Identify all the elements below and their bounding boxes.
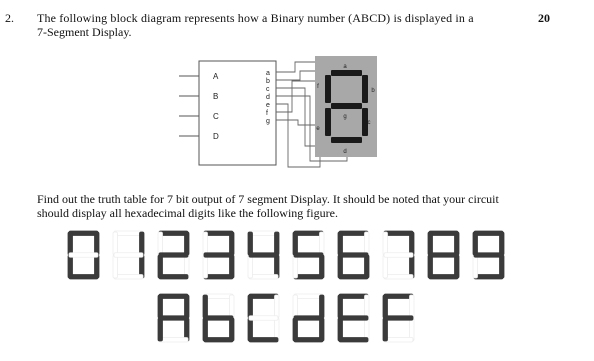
digit-6 — [338, 231, 369, 279]
display-segment-a — [331, 70, 362, 76]
digit-d-seg-g — [294, 316, 323, 321]
digit-9-seg-d — [474, 275, 503, 280]
display-label-b: b — [371, 88, 375, 94]
digit-4-seg-a — [249, 231, 278, 236]
digit-b-seg-e — [203, 318, 208, 341]
digit-8-seg-g — [429, 253, 458, 258]
output-label-d: d — [266, 94, 270, 101]
digit-6-seg-b — [365, 232, 370, 255]
decoder-block — [199, 61, 276, 165]
digit-4 — [248, 231, 279, 279]
digit-2 — [158, 231, 189, 279]
digit-0-seg-a — [69, 231, 98, 236]
digit-7-seg-f — [383, 232, 388, 255]
digit-E-seg-d — [339, 338, 368, 343]
digit-5-seg-a — [294, 231, 323, 236]
digit-A-seg-a — [159, 294, 188, 299]
question-marks: 20 — [538, 11, 550, 25]
output-label-c: c — [266, 86, 270, 93]
question-text-line1: The following block diagram represents how a Binary number (ABCD) is displayed in a — [37, 11, 474, 25]
digit-d — [293, 294, 324, 342]
display-label-f: f — [317, 84, 319, 90]
digit-3-seg-b — [230, 232, 235, 255]
digit-E-seg-g — [339, 316, 368, 321]
digit-9-seg-f — [473, 232, 478, 255]
digit-3-seg-g — [204, 253, 233, 258]
digit-E-seg-e — [338, 318, 343, 341]
display-segment-g — [331, 103, 362, 109]
digit-b-seg-a — [204, 294, 233, 299]
digit-E-seg-f — [338, 295, 343, 318]
display-label-d: d — [343, 149, 347, 155]
digit-5-seg-d — [294, 275, 323, 280]
digit-5 — [293, 231, 324, 279]
instruction-line2: should display all hexadecimal digits like the following figure. — [37, 206, 338, 220]
digit-A-seg-g — [159, 316, 188, 321]
digit-0-seg-f — [68, 232, 73, 255]
digit-9-seg-g — [474, 253, 503, 258]
digit-6-seg-a — [339, 231, 368, 236]
display-label-e: e — [316, 126, 320, 132]
digit-d-seg-a — [294, 294, 323, 299]
digit-C — [248, 294, 279, 342]
digit-b-seg-d — [204, 338, 233, 343]
digit-F-seg-e — [383, 318, 388, 341]
digit-b — [203, 294, 234, 342]
input-label-A: A — [213, 72, 219, 81]
digit-2-seg-e — [158, 255, 163, 278]
digit-7-seg-g — [384, 253, 413, 258]
digit-1-seg-b — [140, 232, 145, 255]
digit-8-seg-a — [429, 231, 458, 236]
digit-0 — [68, 231, 99, 279]
digit-7 — [383, 231, 414, 279]
digit-C-seg-a — [249, 294, 278, 299]
display-segment-f — [325, 75, 331, 103]
digit-d-seg-f — [293, 295, 298, 318]
digit-F-seg-b — [410, 295, 415, 318]
digit-b-seg-f — [203, 295, 208, 318]
digit-9-seg-e — [473, 255, 478, 278]
question-text-line2: 7-Segment Display. — [37, 25, 132, 39]
digit-E-seg-b — [365, 295, 370, 318]
digit-d-seg-d — [294, 338, 323, 343]
digit-0-seg-b — [95, 232, 100, 255]
wire-e — [276, 104, 320, 167]
digit-0-seg-d — [69, 275, 98, 280]
digit-6-seg-d — [339, 275, 368, 280]
display-label-c: c — [367, 120, 371, 126]
digit-d-seg-e — [293, 318, 298, 341]
digit-2-seg-d — [159, 275, 188, 280]
question-number: 2. — [5, 11, 14, 25]
digit-F-seg-d — [384, 338, 413, 343]
input-label-C: C — [213, 112, 219, 121]
display-label-g: g — [343, 114, 347, 120]
digit-C-seg-b — [275, 295, 280, 318]
digit-3-seg-d — [204, 275, 233, 280]
digit-E — [338, 294, 369, 342]
digit-8-seg-d — [429, 275, 458, 280]
digit-C-seg-f — [248, 295, 253, 318]
digit-8-seg-b — [455, 232, 460, 255]
digit-b-seg-b — [230, 295, 235, 318]
digit-F-seg-f — [383, 295, 388, 318]
digit-4-seg-e — [248, 255, 253, 278]
digit-A-seg-b — [185, 295, 190, 318]
digit-2-seg-b — [185, 232, 190, 255]
display-segment-b — [362, 75, 368, 103]
digit-6-seg-g — [339, 253, 368, 258]
digit-A-seg-f — [158, 295, 163, 318]
digit-d-seg-b — [320, 295, 325, 318]
digit-9-seg-a — [474, 231, 503, 236]
digit-5-seg-b — [320, 232, 325, 255]
digit-0-seg-e — [68, 255, 73, 278]
digit-A-seg-e — [158, 318, 163, 341]
output-label-b: b — [266, 78, 270, 85]
instruction-line1: Find out the truth table for 7 bit output of 7 segment Display. It should be noted that your circuit — [37, 192, 499, 206]
digit-7-seg-b — [410, 232, 415, 255]
digit-E-seg-a — [339, 294, 368, 299]
digit-7-seg-e — [383, 255, 388, 278]
display-segment-d — [331, 137, 362, 143]
digit-5-seg-g — [294, 253, 323, 258]
digit-A — [158, 294, 189, 342]
digit-A-seg-d — [159, 338, 188, 343]
digit-1-seg-a — [114, 231, 143, 236]
digit-4-seg-f — [248, 232, 253, 255]
digit-4-seg-g — [249, 253, 278, 258]
digit-5-seg-e — [293, 255, 298, 278]
digit-8 — [428, 231, 459, 279]
digit-F-seg-g — [384, 316, 413, 321]
digit-4-seg-b — [275, 232, 280, 255]
input-label-B: B — [213, 92, 219, 101]
output-label-f: f — [266, 110, 268, 117]
digit-3-seg-a — [204, 231, 233, 236]
digit-6-seg-e — [338, 255, 343, 278]
digit-9 — [473, 231, 504, 279]
digit-1-seg-d — [114, 275, 143, 280]
digit-9-seg-b — [500, 232, 505, 255]
digit-2-seg-f — [158, 232, 163, 255]
digit-2-seg-a — [159, 231, 188, 236]
digit-8-seg-e — [428, 255, 433, 278]
digit-7-seg-a — [384, 231, 413, 236]
digit-1 — [113, 231, 144, 279]
digit-1-seg-f — [113, 232, 118, 255]
digit-1-seg-g — [114, 253, 143, 258]
display-segment-e — [325, 108, 331, 136]
digit-C-seg-g — [249, 316, 278, 321]
digit-2-seg-g — [159, 253, 188, 258]
digit-C-seg-e — [248, 318, 253, 341]
output-label-e: e — [266, 102, 270, 109]
digit-b-seg-g — [204, 316, 233, 321]
digit-0-seg-g — [69, 253, 98, 258]
display-label-a: a — [343, 64, 347, 70]
wire-f — [276, 81, 317, 112]
digit-8-seg-f — [428, 232, 433, 255]
output-label-g: g — [266, 118, 270, 125]
digit-3-seg-f — [203, 232, 208, 255]
input-label-D: D — [213, 132, 219, 141]
digit-6-seg-f — [338, 232, 343, 255]
digit-C-seg-d — [249, 338, 278, 343]
digit-3 — [203, 231, 234, 279]
digit-5-seg-f — [293, 232, 298, 255]
output-label-a: a — [266, 70, 270, 77]
digit-F — [383, 294, 414, 342]
digit-3-seg-e — [203, 255, 208, 278]
digit-1-seg-e — [113, 255, 118, 278]
digit-4-seg-d — [249, 275, 278, 280]
digit-7-seg-d — [384, 275, 413, 280]
digit-F-seg-a — [384, 294, 413, 299]
